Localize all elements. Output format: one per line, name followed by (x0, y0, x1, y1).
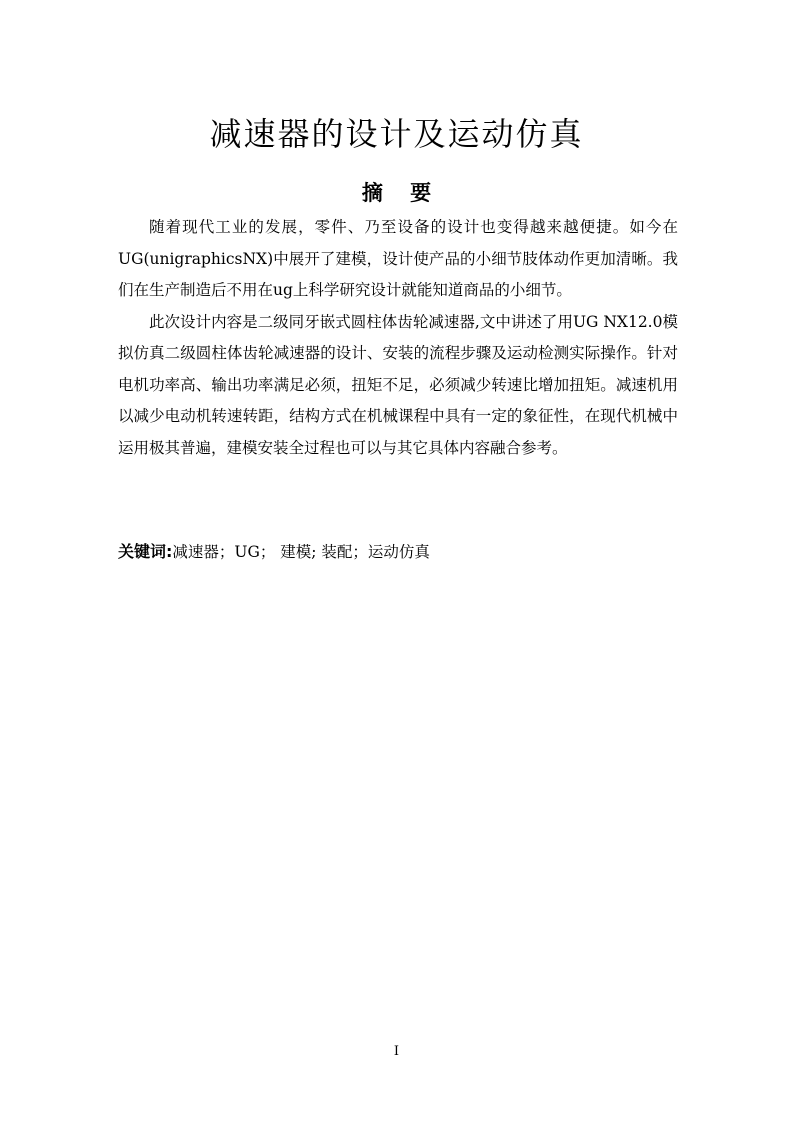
abstract-heading: 摘 要 (361, 181, 432, 205)
keywords-line (118, 538, 678, 566)
abstract-paragraph-1: 随着现代工业的发展，零件、乃至设备的设计也变得越来越便捷。如今在UG(unigraphicsNX)中展开了建模，设计使产品的小细节肢体动作更加清晰。我们在生产制造后不用在ug上科学研究设计就能知道商品的小细节。 (118, 218, 678, 299)
keywords-text: 减速器；UG； 建模; 装配；运动仿真 (172, 543, 430, 561)
keywords-label: 关键词: (118, 542, 173, 561)
page-title: 减速器的设计及运动仿真 (209, 115, 584, 153)
abstract-body (118, 212, 678, 464)
abstract-paragraph-2: 此次设计内容是二级同牙嵌式圆柱体齿轮减速器,文中讲述了用UG NX12.0模拟仿真二级圆柱体齿轮减速器的设计、安装的流程步骤及运动检测实际操作。针对电机功率高、输出功率满足必须，扭矩不足，必须减少转速比增加扭矩。减速机用以减少电动机转速转距，结构方式在机械课程中具有一定的象征性，在现代机械中运用极其普遍，建模安装全过程也可以与其它具体内容融合参考。 (118, 312, 678, 457)
page-number: I (393, 1044, 400, 1059)
